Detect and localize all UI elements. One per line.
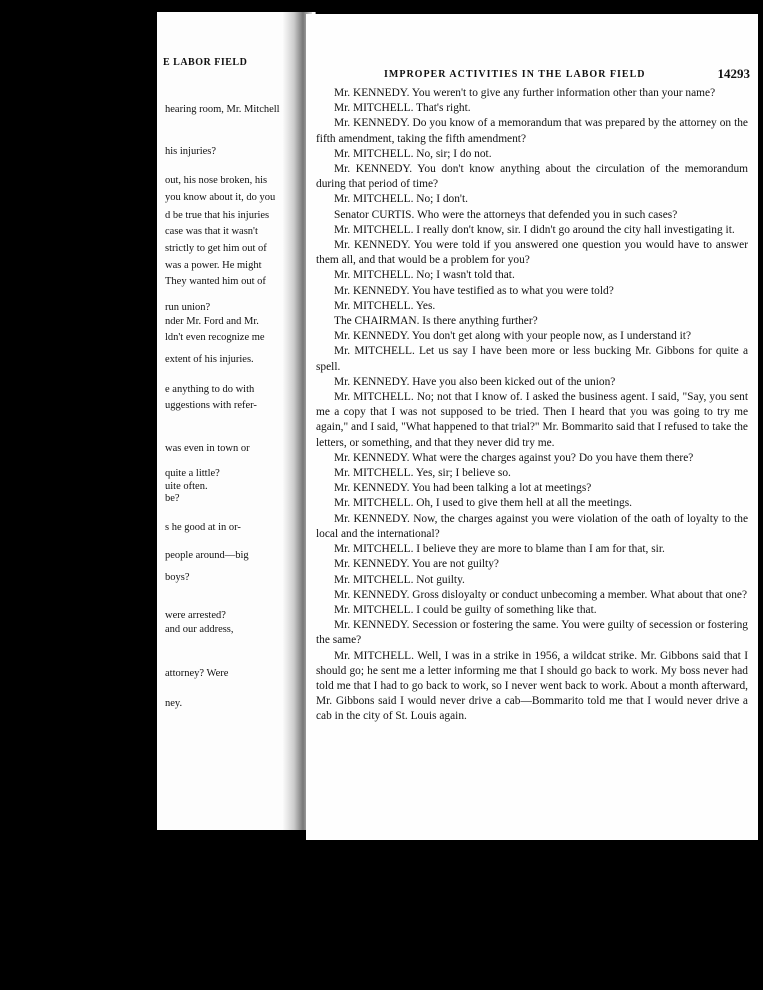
left-text-fragment: s he good at in or- [165, 522, 241, 533]
left-text-fragment: out, his nose broken, his [165, 175, 268, 186]
transcript-paragraph: Mr. MITCHELL. I could be guilty of something like that. [334, 603, 597, 616]
left-text-fragment: was a power. He might [165, 260, 262, 271]
left-text-fragment: his injuries? [165, 146, 217, 157]
left-text-fragment: They wanted him out of [165, 276, 266, 287]
running-head: IMPROPER ACTIVITIES IN THE LABOR FIELD [384, 69, 646, 80]
transcript-paragraph: Mr. KENNEDY. Gross disloyalty or conduct unbecoming a member. What about that one? [334, 588, 748, 601]
transcript-paragraph: Mr. MITCHELL. Not guilty. [334, 573, 465, 586]
left-text-fragment: d be true that his injuries [165, 210, 270, 221]
left-text-fragment: and our address, [165, 624, 234, 635]
transcript-paragraph: Mr. MITCHELL. No; I don't. [334, 193, 468, 206]
left-text-fragment: extent of his injuries. [165, 354, 254, 365]
transcript-paragraph: Mr. MITCHELL. Well, I was in a strike in 1956, a wildcat strike. Mr. Gibbons said that I should go; he sent me a letter informing me that I should go back to work. My boss never had told me that I had to go back to work, so I never went back to work. About a month afterward, Mr. Gibbons said I would never drive a cab—Bommarito told me that I would never drive a cab in the city of St. Louis again. [316, 649, 748, 723]
transcript-paragraph: Mr. MITCHELL. Let us say I have been more or less bucking Mr. Gibbons for quite a spell. [316, 345, 748, 373]
transcript-paragraph: Mr. MITCHELL. No; I wasn't told that. [334, 269, 515, 282]
transcript-paragraph: Mr. KENNEDY. You don't know anything about the circulation of the memorandum during that period of time? [316, 163, 748, 191]
left-text-fragment: quite a little? [165, 468, 220, 479]
transcript-body [316, 86, 748, 725]
transcript-paragraph: Mr. KENNEDY. You weren't to give any further information other than your name? [334, 87, 716, 99]
left-text-fragment: strictly to get him out of [165, 243, 267, 254]
left-running-head: E LABOR FIELD [163, 57, 248, 68]
transcript-paragraph: Mr. MITCHELL. That's right. [334, 102, 471, 115]
left-text-fragment: were arrested? [165, 610, 226, 621]
left-text-fragment: uite often. [165, 481, 208, 492]
transcript-paragraph: Mr. MITCHELL. I believe they are more to blame than I am for that, sir. [334, 543, 665, 556]
right-page [306, 14, 758, 842]
left-text-fragment: run union? [165, 302, 211, 313]
left-text-fragment: case was that it wasn't [165, 226, 258, 237]
left-text-fragment: e anything to do with [165, 384, 255, 395]
transcript-paragraph: Mr. KENNEDY. Do you know of a memorandum that was prepared by the attorney on the fifth amendment, taking the fifth amendment? [316, 117, 748, 145]
left-text-fragment: you know about it, do you [165, 192, 276, 203]
transcript-paragraph: Mr. MITCHELL. Yes, sir; I believe so. [334, 467, 511, 480]
transcript-paragraph: Mr. KENNEDY. You had been talking a lot at meetings? [334, 482, 592, 495]
scan-border [282, 840, 763, 990]
left-text-fragment: ney. [165, 698, 183, 709]
transcript-paragraph: Mr. KENNEDY. You have testified as to what you were told? [334, 284, 614, 297]
left-text-fragment: ldn't even recognize me [165, 332, 265, 343]
left-text-fragment: attorney? Were [165, 668, 229, 679]
transcript-paragraph: Mr. KENNEDY. You are not guilty? [334, 558, 499, 571]
left-text-fragment: hearing room, Mr. Mitchell [165, 104, 280, 115]
transcript-paragraph: Senator CURTIS. Who were the attorneys that defended you in such cases? [334, 208, 678, 221]
left-text-fragment: be? [165, 493, 180, 504]
transcript-paragraph: Mr. MITCHELL. I really don't know, sir. I didn't go around the city hall investigating it. [334, 223, 735, 236]
transcript-paragraph: Mr. KENNEDY. You were told if you answered one question you would have to answer them all, and that would be a problem for you? [316, 239, 748, 267]
left-text-fragment: uggestions with refer- [165, 400, 257, 411]
transcript-paragraph: Mr. KENNEDY. Secession or fostering the same. You were guilty of secession or fostering the same? [316, 619, 748, 647]
transcript-paragraph: Mr. KENNEDY. Now, the charges against you were violation of the oath of loyalty to the local and the international? [316, 512, 748, 540]
transcript-paragraph: Mr. KENNEDY. Have you also been kicked out of the union? [334, 375, 616, 388]
transcript-paragraph: Mr. MITCHELL. No; not that I know of. I asked the business agent. I said, "Say, you sent me a copy that I was not supposed to be tried. Then I heard that you was going to try me again," and I said, "What happened to that trial?" Mr. Bommarito said that I refused to take the letters, or something, and that they never did try me. [316, 391, 748, 449]
transcript-paragraph: Mr. MITCHELL. Yes. [334, 299, 436, 312]
transcript-paragraph: The CHAIRMAN. Is there anything further? [334, 315, 538, 328]
transcript-paragraph: Mr. KENNEDY. What were the charges against you? Do you have them there? [334, 451, 694, 464]
transcript-paragraph: Mr. KENNEDY. You don't get along with your people now, as I understand it? [334, 330, 692, 343]
left-text-fragment: people around—big [165, 550, 249, 561]
left-text-fragment: was even in town or [165, 443, 250, 454]
transcript-paragraph: Mr. MITCHELL. Oh, I used to give them hell at all the meetings. [334, 497, 632, 510]
left-text-fragment: boys? [165, 572, 190, 583]
page-number: 14293 [717, 66, 750, 81]
left-text-fragment: nder Mr. Ford and Mr. [165, 316, 259, 327]
transcript-paragraph: Mr. MITCHELL. No, sir; I do not. [334, 147, 492, 160]
